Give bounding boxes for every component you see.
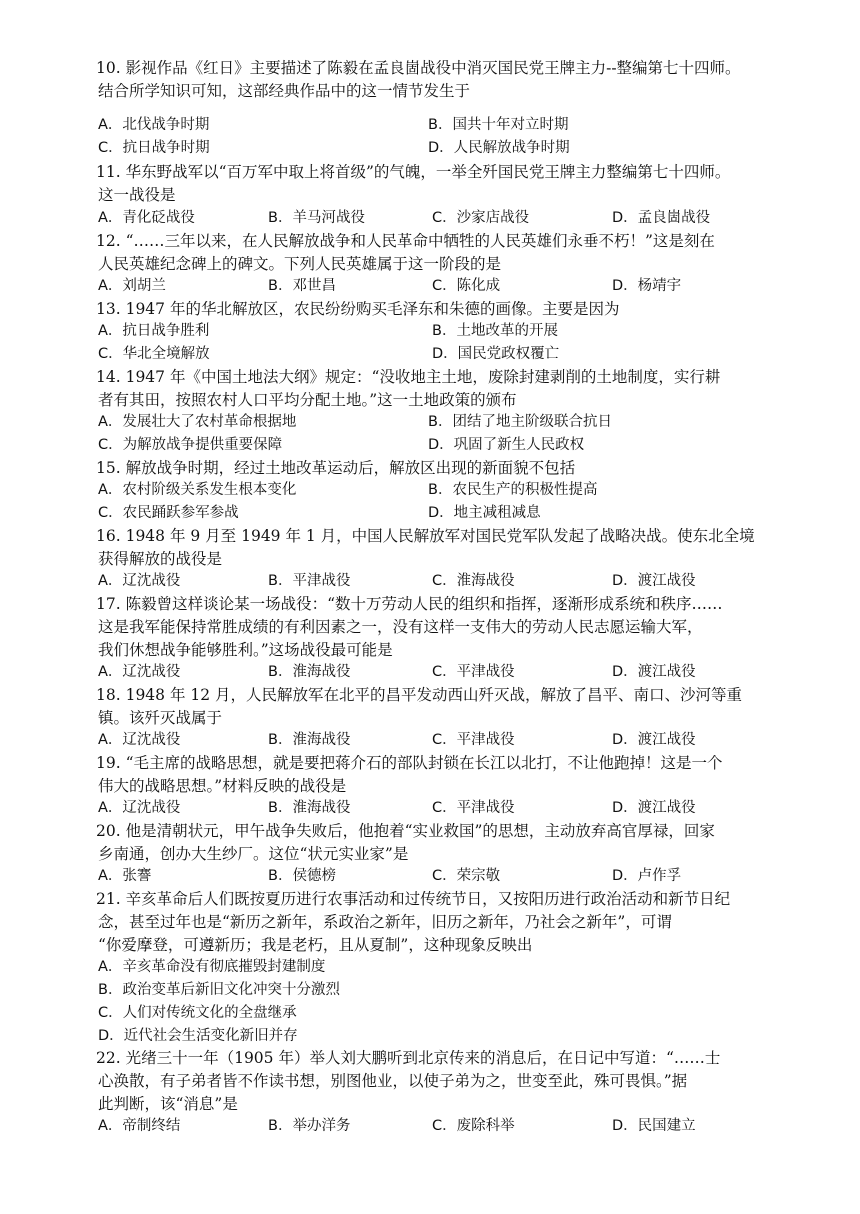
option-b: B．国共十年对立时期 (428, 117, 569, 133)
option-a: A．刘胡兰 (98, 278, 166, 294)
option-a: A．发展壮大了农村革命根据地 (98, 414, 297, 430)
option-a: A．辽沈战役 (98, 664, 181, 680)
question-stem-line: 11. 华东野战军以“百万军中取上将首级”的气魄，一举全歼国民党王牌主力整编第七十四师。 (96, 163, 731, 181)
question-stem-line: 念，甚至过年也是“新历之新年，系政治之新年，旧历之新年，乃社会之新年”，可谓 (98, 913, 672, 931)
option-b: B．淮海战役 (268, 800, 351, 816)
option-c: C．沙家店战役 (432, 210, 530, 226)
option-d: D．国民党政权覆亡 (432, 346, 560, 362)
option-b: B．平津战役 (268, 573, 351, 589)
option-c: C．平津战役 (432, 732, 515, 748)
option-d: D．杨靖宇 (612, 278, 682, 294)
option-a: A．抗日战争胜利 (98, 323, 210, 339)
option-c: C．人们对传统文化的全盘继承 (98, 1005, 297, 1021)
question-stem-line: 伟大的战略思想。”材料反映的战役是 (98, 777, 347, 795)
option-d: D．巩固了新生人民政权 (428, 437, 585, 453)
option-b: B．侯德榜 (268, 868, 336, 884)
question-stem-line: 10. 影视作品《红日》主要描述了陈毅在孟良崮战役中消灭国民党王牌主力--整编第七十四师。 (96, 59, 741, 77)
option-d: D．渡江战役 (612, 800, 696, 816)
option-c: C．为解放战争提供重要保障 (98, 437, 283, 453)
question-stem-line: 17. 陈毅曾这样谈论某一场战役：“数十万劳动人民的组织和指挥，逐渐形成系统和秩序…… (96, 595, 723, 613)
question-stem-line: 乡南通，创办大生纱厂。这位“状元实业家”是 (98, 845, 409, 863)
question-stem-line: 15. 解放战争时期，经过土地改革运动后，解放区出现的新面貌不包括 (96, 459, 576, 477)
option-b: B．农民生产的积极性提高 (428, 482, 598, 498)
question-stem-line: 22. 光绪三十一年（1905 年）举人刘大鹏听到北京传来的消息后，在日记中写道：“……士 (96, 1049, 721, 1067)
question-stem-line: 这一战役是 (98, 186, 176, 204)
question-stem-line: “你爱摩登，可遵新历；我是老朽，且从夏制”，这种现象反映出 (98, 936, 533, 954)
question-stem-line: 这是我军能保持常胜成绩的有利因素之一，没有这样一支伟大的劳动人民志愿运输大军， (98, 618, 703, 636)
question-stem-line: 心涣散，有子弟者皆不作读书想，别图他业，以使子弟为之，世变至此，殊可畏惧。”据 (98, 1072, 688, 1090)
option-d: D．人民解放战争时期 (428, 140, 570, 156)
option-c: C．平津战役 (432, 800, 515, 816)
question-stem-line: 18. 1948 年 12 月，人民解放军在北平的昌平发动西山歼灭战，解放了昌平、南口、沙河等重 (96, 686, 743, 704)
option-c: C．荣宗敬 (432, 868, 501, 884)
option-a: A．北伐战争时期 (98, 117, 210, 133)
question-stem-line: 20. 他是清朝状元，甲午战争失败后，他抱着“实业救国”的思想，主动放弃高官厚禄，回家 (96, 822, 715, 840)
option-b: B．土地改革的开展 (432, 323, 558, 339)
option-d: D．卢作孚 (612, 868, 682, 884)
option-d: D．民国建立 (612, 1118, 696, 1134)
option-b: B．团结了地主阶级联合抗日 (428, 414, 612, 430)
option-b: B．淮海战役 (268, 664, 351, 680)
option-b: B．举办洋务 (268, 1118, 351, 1134)
option-b: B．淮海战役 (268, 732, 351, 748)
option-c: C．陈化成 (432, 278, 501, 294)
question-stem-line: 结合所学知识可知，这部经典作品中的这一情节发生于 (98, 82, 471, 100)
option-d: D．渡江战役 (612, 573, 696, 589)
option-a: A．辽沈战役 (98, 732, 181, 748)
option-b: B．政治变革后新旧文化冲突十分激烈 (98, 982, 340, 998)
option-c: C．废除科举 (432, 1118, 515, 1134)
option-a: A．张謇 (98, 868, 152, 884)
option-d: D．渡江战役 (612, 664, 696, 680)
option-d: D．渡江战役 (612, 732, 696, 748)
option-a: A．帝制终结 (98, 1118, 181, 1134)
question-stem-line: 14. 1947 年《中国土地法大纲》规定：“没收地主土地，废除封建剥削的土地制度，实行耕 (96, 368, 721, 386)
question-stem-line: 13. 1947 年的华北解放区，农民纷纷购买毛泽东和朱德的画像。主要是因为 (96, 300, 620, 318)
option-b: B．邓世昌 (268, 278, 336, 294)
option-d: D．孟良崮战役 (612, 210, 711, 226)
option-a: A．农村阶级关系发生根本变化 (98, 482, 297, 498)
option-b: B．羊马河战役 (268, 210, 365, 226)
option-a: A．青化砭战役 (98, 210, 195, 226)
option-c: C．淮海战役 (432, 573, 515, 589)
question-stem-line: 21. 辛亥革命后人们既按夏历进行农事活动和过传统节日，又按阳历进行政治活动和新节日纪 (96, 890, 731, 908)
question-stem-line: 16. 1948 年 9 月至 1949 年 1 月，中国人民解放军对国民党军队发起了战略决战。使东北全境 (96, 527, 755, 545)
option-c: C．平津战役 (432, 664, 515, 680)
option-d: D．近代社会生活变化新旧并存 (98, 1028, 298, 1044)
option-a: A．辽沈战役 (98, 800, 181, 816)
option-d: D．地主减租减息 (428, 505, 541, 521)
question-stem-line: 19. “毛主席的战略思想，就是要把蒋介石的部队封锁在长江以北打，不让他跑掉！这是一个 (96, 754, 723, 772)
option-a: A．辽沈战役 (98, 573, 181, 589)
option-c: C．农民踊跃参军参战 (98, 505, 239, 521)
question-stem-line: 此判断，该“消息”是 (98, 1095, 238, 1113)
question-stem-line: 获得解放的战役是 (98, 550, 223, 568)
question-stem-line: 人民英雄纪念碑上的碑文。下列人民英雄属于这一阶段的是 (98, 255, 502, 273)
question-stem-line: 者有其田，按照农村人口平均分配土地。”这一土地政策的颁布 (98, 391, 517, 409)
option-c: C．抗日战争时期 (98, 140, 210, 156)
question-stem-line: 镇。该歼灭战属于 (98, 709, 223, 727)
option-a: A．辛亥革命没有彻底摧毁封建制度 (98, 959, 326, 975)
option-c: C．华北全境解放 (98, 346, 210, 362)
question-stem-line: 我们休想战争能够胜利。”这场战役最可能是 (98, 641, 393, 659)
question-stem-line: 12. “……三年以来，在人民解放战争和人民革命中牺牲的人民英雄们永垂不朽！”这是刻在 (96, 232, 715, 250)
